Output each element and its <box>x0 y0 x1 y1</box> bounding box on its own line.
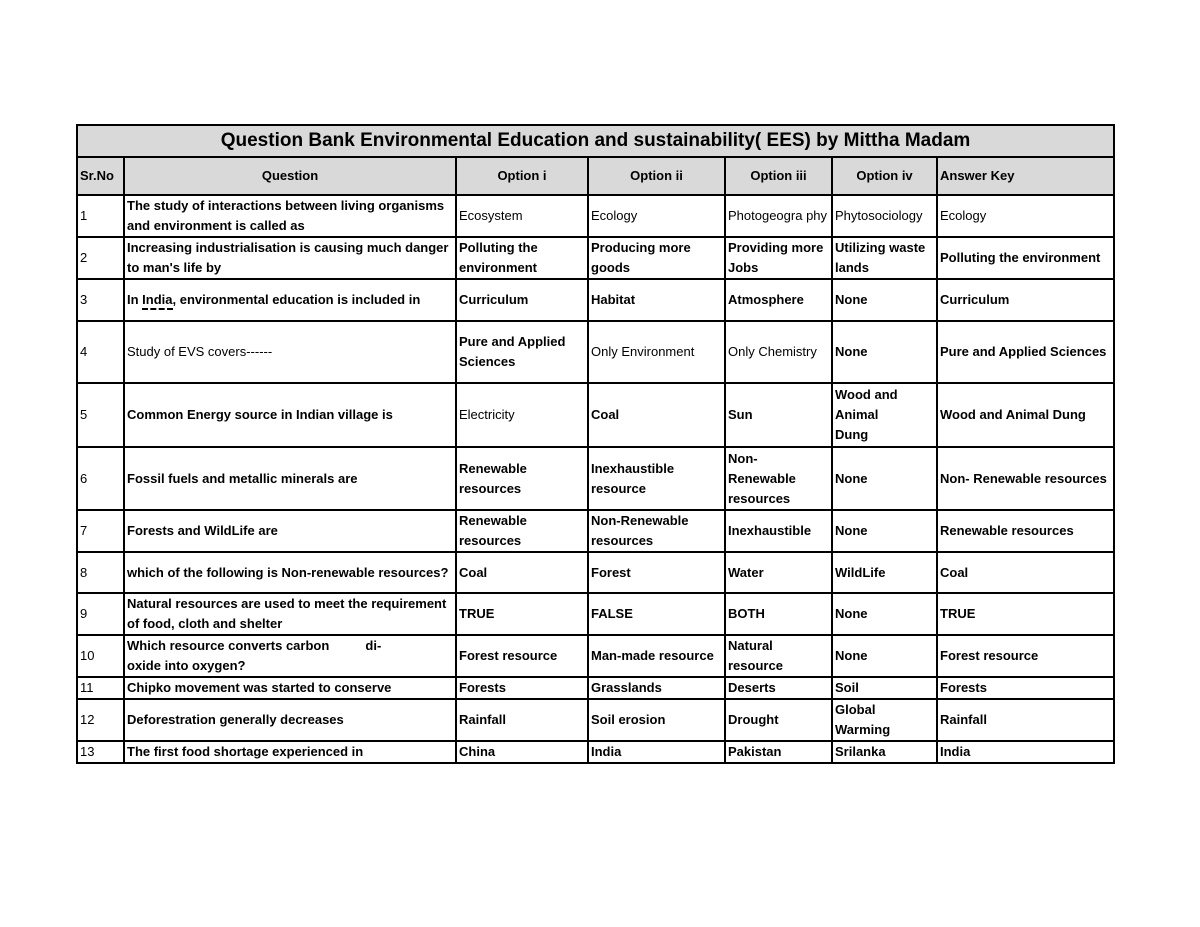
option-iii: Pakistan <box>725 741 832 763</box>
table-row <box>77 447 1114 510</box>
table-row <box>77 677 1114 699</box>
question-bank-table <box>76 124 1115 764</box>
question: which of the following is Non-renewable resources? <box>124 552 456 593</box>
sr-no: 8 <box>77 552 124 593</box>
option-iii: Deserts <box>725 677 832 699</box>
answer-key: Ecology <box>937 195 1114 237</box>
option-iv: Phytosociology <box>832 195 937 237</box>
answer-key: Forests <box>937 677 1114 699</box>
option-ii: India <box>588 741 725 763</box>
sr-no: 11 <box>77 677 124 699</box>
option-ii: Man-made resource <box>588 635 725 677</box>
table-row <box>77 635 1114 677</box>
question: Fossil fuels and metallic minerals are <box>124 447 456 510</box>
col-header-option-i: Option i <box>456 157 588 195</box>
question <box>124 279 456 321</box>
sr-no: 9 <box>77 593 124 635</box>
table-row <box>77 195 1114 237</box>
option-i: Rainfall <box>456 699 588 741</box>
option-i: Renewable resources <box>456 510 588 552</box>
option-ii: Grasslands <box>588 677 725 699</box>
col-header-question: Question <box>124 157 456 195</box>
table-row <box>77 279 1114 321</box>
option-i: Curriculum <box>456 279 588 321</box>
option-iii: BOTH <box>725 593 832 635</box>
question: Forests and WildLife are <box>124 510 456 552</box>
question: Natural resources are used to meet the requirement of food, cloth and shelter <box>124 593 456 635</box>
sr-no: 5 <box>77 383 124 447</box>
option-iii-text: Non- Renewable resources <box>728 450 796 506</box>
option-iv: Utilizing waste lands <box>832 237 937 279</box>
option-iv: None <box>832 447 937 510</box>
question-line-1: Which resource converts carbon di- <box>127 638 382 653</box>
option-i: Ecosystem <box>456 195 588 237</box>
sr-no: 3 <box>77 279 124 321</box>
table-row <box>77 321 1114 383</box>
option-i: Forests <box>456 677 588 699</box>
option-iii: Only Chemistry <box>725 321 832 383</box>
table-row <box>77 699 1114 741</box>
table-row <box>77 510 1114 552</box>
option-iv <box>832 383 937 447</box>
question: Increasing industrialisation is causing much danger to man's life by <box>124 237 456 279</box>
question: Study of EVS covers------ <box>124 321 456 383</box>
option-i: Coal <box>456 552 588 593</box>
option-i: Electricity <box>456 383 588 447</box>
option-ii: Producing more goods <box>588 237 725 279</box>
option-ii: Forest <box>588 552 725 593</box>
option-iii: Providing more Jobs <box>725 237 832 279</box>
option-iv: WildLife <box>832 552 937 593</box>
table-title: Question Bank Environmental Education and sustainability( EES) by Mittha Madam <box>77 125 1114 157</box>
answer-key: Pure and Applied Sciences <box>937 321 1114 383</box>
option-ii: Coal <box>588 383 725 447</box>
question-prefix: In <box>127 292 143 307</box>
option-iii: Drought <box>725 699 832 741</box>
answer-key: Rainfall <box>937 699 1114 741</box>
option-iii <box>725 447 832 510</box>
option-ii: Ecology <box>588 195 725 237</box>
sr-no: 7 <box>77 510 124 552</box>
col-header-option-iv: Option iv <box>832 157 937 195</box>
question <box>124 635 456 677</box>
option-iv: None <box>832 279 937 321</box>
answer-key: Coal <box>937 552 1114 593</box>
sr-no: 4 <box>77 321 124 383</box>
col-header-option-ii: Option ii <box>588 157 725 195</box>
option-ii: Inexhaustible resource <box>588 447 725 510</box>
table-row <box>77 741 1114 763</box>
option-i: Renewable resources <box>456 447 588 510</box>
question: The first food shortage experienced in <box>124 741 456 763</box>
option-iv: Srilanka <box>832 741 937 763</box>
table-row <box>77 237 1114 279</box>
title-row <box>77 125 1114 157</box>
option-i: Polluting the environment <box>456 237 588 279</box>
answer-key: Wood and Animal Dung <box>937 383 1114 447</box>
header-row <box>77 157 1114 195</box>
col-header-answer-key: Answer Key <box>937 157 1114 195</box>
table-row <box>77 552 1114 593</box>
option-iv-text: Global Warming <box>835 702 891 737</box>
option-iii: Inexhaustible <box>725 510 832 552</box>
answer-key: Forest resource <box>937 635 1114 677</box>
question-marked-word: India <box>142 292 172 310</box>
option-iv: None <box>832 510 937 552</box>
question: Chipko movement was started to conserve <box>124 677 456 699</box>
col-header-option-iii: Option iii <box>725 157 832 195</box>
option-i: China <box>456 741 588 763</box>
col-header-srno: Sr.No <box>77 157 124 195</box>
sr-no: 1 <box>77 195 124 237</box>
sr-no: 12 <box>77 699 124 741</box>
option-iii: Sun <box>725 383 832 447</box>
option-iv-text: Wood and Animal Dung <box>835 387 898 442</box>
option-ii: Only Environment <box>588 321 725 383</box>
sr-no: 10 <box>77 635 124 677</box>
option-ii: Habitat <box>588 279 725 321</box>
option-iv: Soil <box>832 677 937 699</box>
option-iv: None <box>832 593 937 635</box>
question-line-2: oxide into oxygen? <box>127 658 246 673</box>
question: Deforestration generally decreases <box>124 699 456 741</box>
option-ii: Soil erosion <box>588 699 725 741</box>
option-ii: Non-Renewable resources <box>588 510 725 552</box>
option-iv: None <box>832 635 937 677</box>
option-iii: Water <box>725 552 832 593</box>
answer-key: Renewable resources <box>937 510 1114 552</box>
question-suffix: , environmental education is included in <box>172 292 421 307</box>
option-iii: Natural resource <box>725 635 832 677</box>
question: The study of interactions between living organisms and environment is called as <box>124 195 456 237</box>
sr-no: 13 <box>77 741 124 763</box>
question: Common Energy source in Indian village is <box>124 383 456 447</box>
option-iii: Atmosphere <box>725 279 832 321</box>
sr-no: 6 <box>77 447 124 510</box>
answer-key: India <box>937 741 1114 763</box>
option-iv <box>832 699 937 741</box>
option-i: Forest resource <box>456 635 588 677</box>
answer-key: Polluting the environment <box>937 237 1114 279</box>
question-bank-sheet <box>76 124 1113 764</box>
option-i: Pure and Applied Sciences <box>456 321 588 383</box>
answer-key: Curriculum <box>937 279 1114 321</box>
answer-key: TRUE <box>937 593 1114 635</box>
option-ii: FALSE <box>588 593 725 635</box>
table-row <box>77 593 1114 635</box>
answer-key: Non- Renewable resources <box>937 447 1114 510</box>
option-i: TRUE <box>456 593 588 635</box>
option-iii: Photogeogra phy <box>725 195 832 237</box>
option-iv: None <box>832 321 937 383</box>
table-row <box>77 383 1114 447</box>
sr-no: 2 <box>77 237 124 279</box>
